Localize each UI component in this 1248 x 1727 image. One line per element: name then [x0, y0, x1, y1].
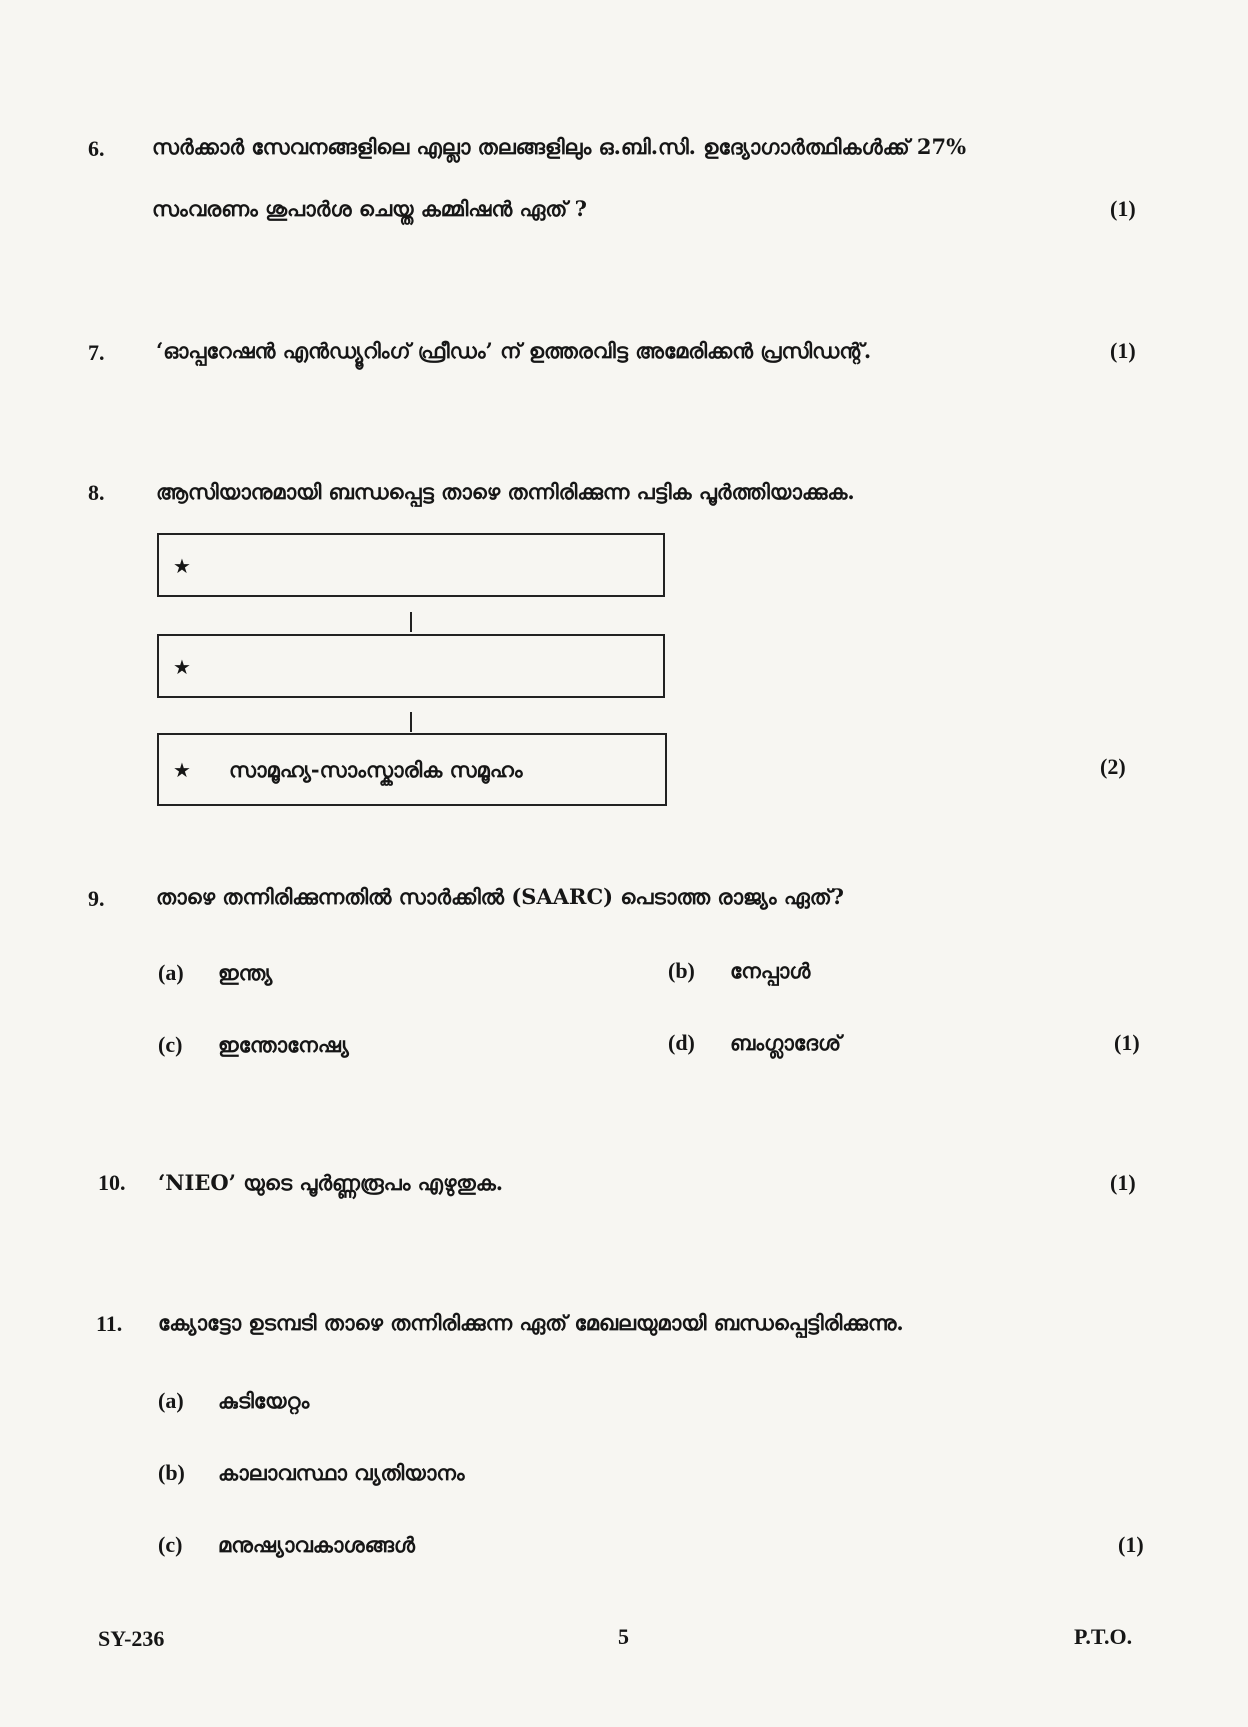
- q8-box-1: [157, 533, 665, 597]
- q11-marks: (1): [1118, 1532, 1144, 1557]
- page-number: 5: [618, 1624, 629, 1649]
- q6-text-line2: സംവരണം ശുപാർശ ചെയ്ത കമ്മിഷൻ ഏത് ?: [152, 196, 587, 221]
- q11-option-b-label: (b): [158, 1460, 185, 1485]
- q9-option-a-label: (a): [158, 960, 184, 985]
- q9-option-a-text: ഇന്ത്യ: [218, 960, 273, 985]
- q11-option-b-text: കാലാവസ്ഥാ വ്യതിയാനം: [218, 1460, 465, 1485]
- pto-label: P.T.O.: [1074, 1624, 1133, 1649]
- q9-option-d-text: ബംഗ്ലാദേശ്: [730, 1030, 842, 1055]
- q8-text: ആസിയാനുമായി ബന്ധപ്പെട്ട താഴെ തന്നിരിക്കുന്ന പട്ടിക പൂർത്തിയാക്കുക.: [156, 479, 855, 504]
- connector-line: [410, 712, 412, 732]
- star-icon: ★: [173, 554, 191, 578]
- q9-number: 9.: [88, 886, 105, 911]
- q9-option-c-label: (c): [158, 1032, 183, 1057]
- q9-option-d-label: (d): [668, 1030, 695, 1055]
- paper-code: SY-236: [98, 1626, 165, 1651]
- q11-text: ക്യോട്ടോ ഉടമ്പടി താഴെ തന്നിരിക്കുന്ന ഏത് മേഖലയുമായി ബന്ധപ്പെട്ടിരിക്കുന്നു.: [158, 1310, 904, 1335]
- q9-option-b-text: നേപ്പാൾ: [730, 958, 811, 983]
- q7-number: 7.: [88, 340, 105, 365]
- q11-number: 11.: [96, 1311, 123, 1336]
- q7-marks: (1): [1110, 338, 1136, 363]
- q11-option-a-label: (a): [158, 1388, 184, 1413]
- q8-number: 8.: [88, 480, 105, 505]
- q9-option-c-text: ഇന്തോനേഷ്യ: [218, 1032, 349, 1057]
- q8-marks: (2): [1100, 754, 1126, 779]
- connector-line: [410, 612, 412, 632]
- q6-number: 6.: [88, 136, 105, 161]
- q10-marks: (1): [1110, 1170, 1136, 1195]
- star-icon: ★: [173, 655, 191, 679]
- q9-option-b-label: (b): [668, 958, 695, 983]
- q6-text-line1: സർക്കാർ സേവനങ്ങളിലെ എല്ലാ തലങ്ങളിലും ഒ.ബി.സി. ഉദ്യോഗാർത്ഥികൾക്ക് 27%: [152, 134, 967, 159]
- q11-option-a-text: കുടിയേറ്റം: [218, 1388, 310, 1413]
- q10-text: ‘NIEO’ യുടെ പൂർണ്ണരൂപം എഴുതുക.: [158, 1170, 504, 1195]
- q7-text: ‘ഓപ്പറേഷൻ എൻഡ്യൂറിംഗ് ഫ്രീഡം’ ന് ഉത്തരവിട്ട അമേരിക്കൻ പ്രസിഡന്റ്.: [156, 338, 872, 363]
- q11-option-c-label: (c): [158, 1532, 183, 1557]
- q11-option-c-text: മനുഷ്യാവകാശങ്ങൾ: [218, 1532, 416, 1557]
- q10-number: 10.: [98, 1170, 126, 1195]
- q9-marks: (1): [1114, 1030, 1140, 1055]
- q6-marks: (1): [1110, 196, 1136, 221]
- q8-box-3-text: സാമൂഹ്യ-സാംസ്കാരിക സമൂഹം: [229, 757, 523, 782]
- q8-box-2: [157, 634, 665, 698]
- q8-box-3: [157, 733, 667, 806]
- star-icon: ★: [173, 758, 191, 782]
- q9-text: താഴെ തന്നിരിക്കുന്നതിൽ സാർക്കിൽ (SAARC) പെടാത്ത രാജ്യം ഏത്?: [156, 884, 844, 909]
